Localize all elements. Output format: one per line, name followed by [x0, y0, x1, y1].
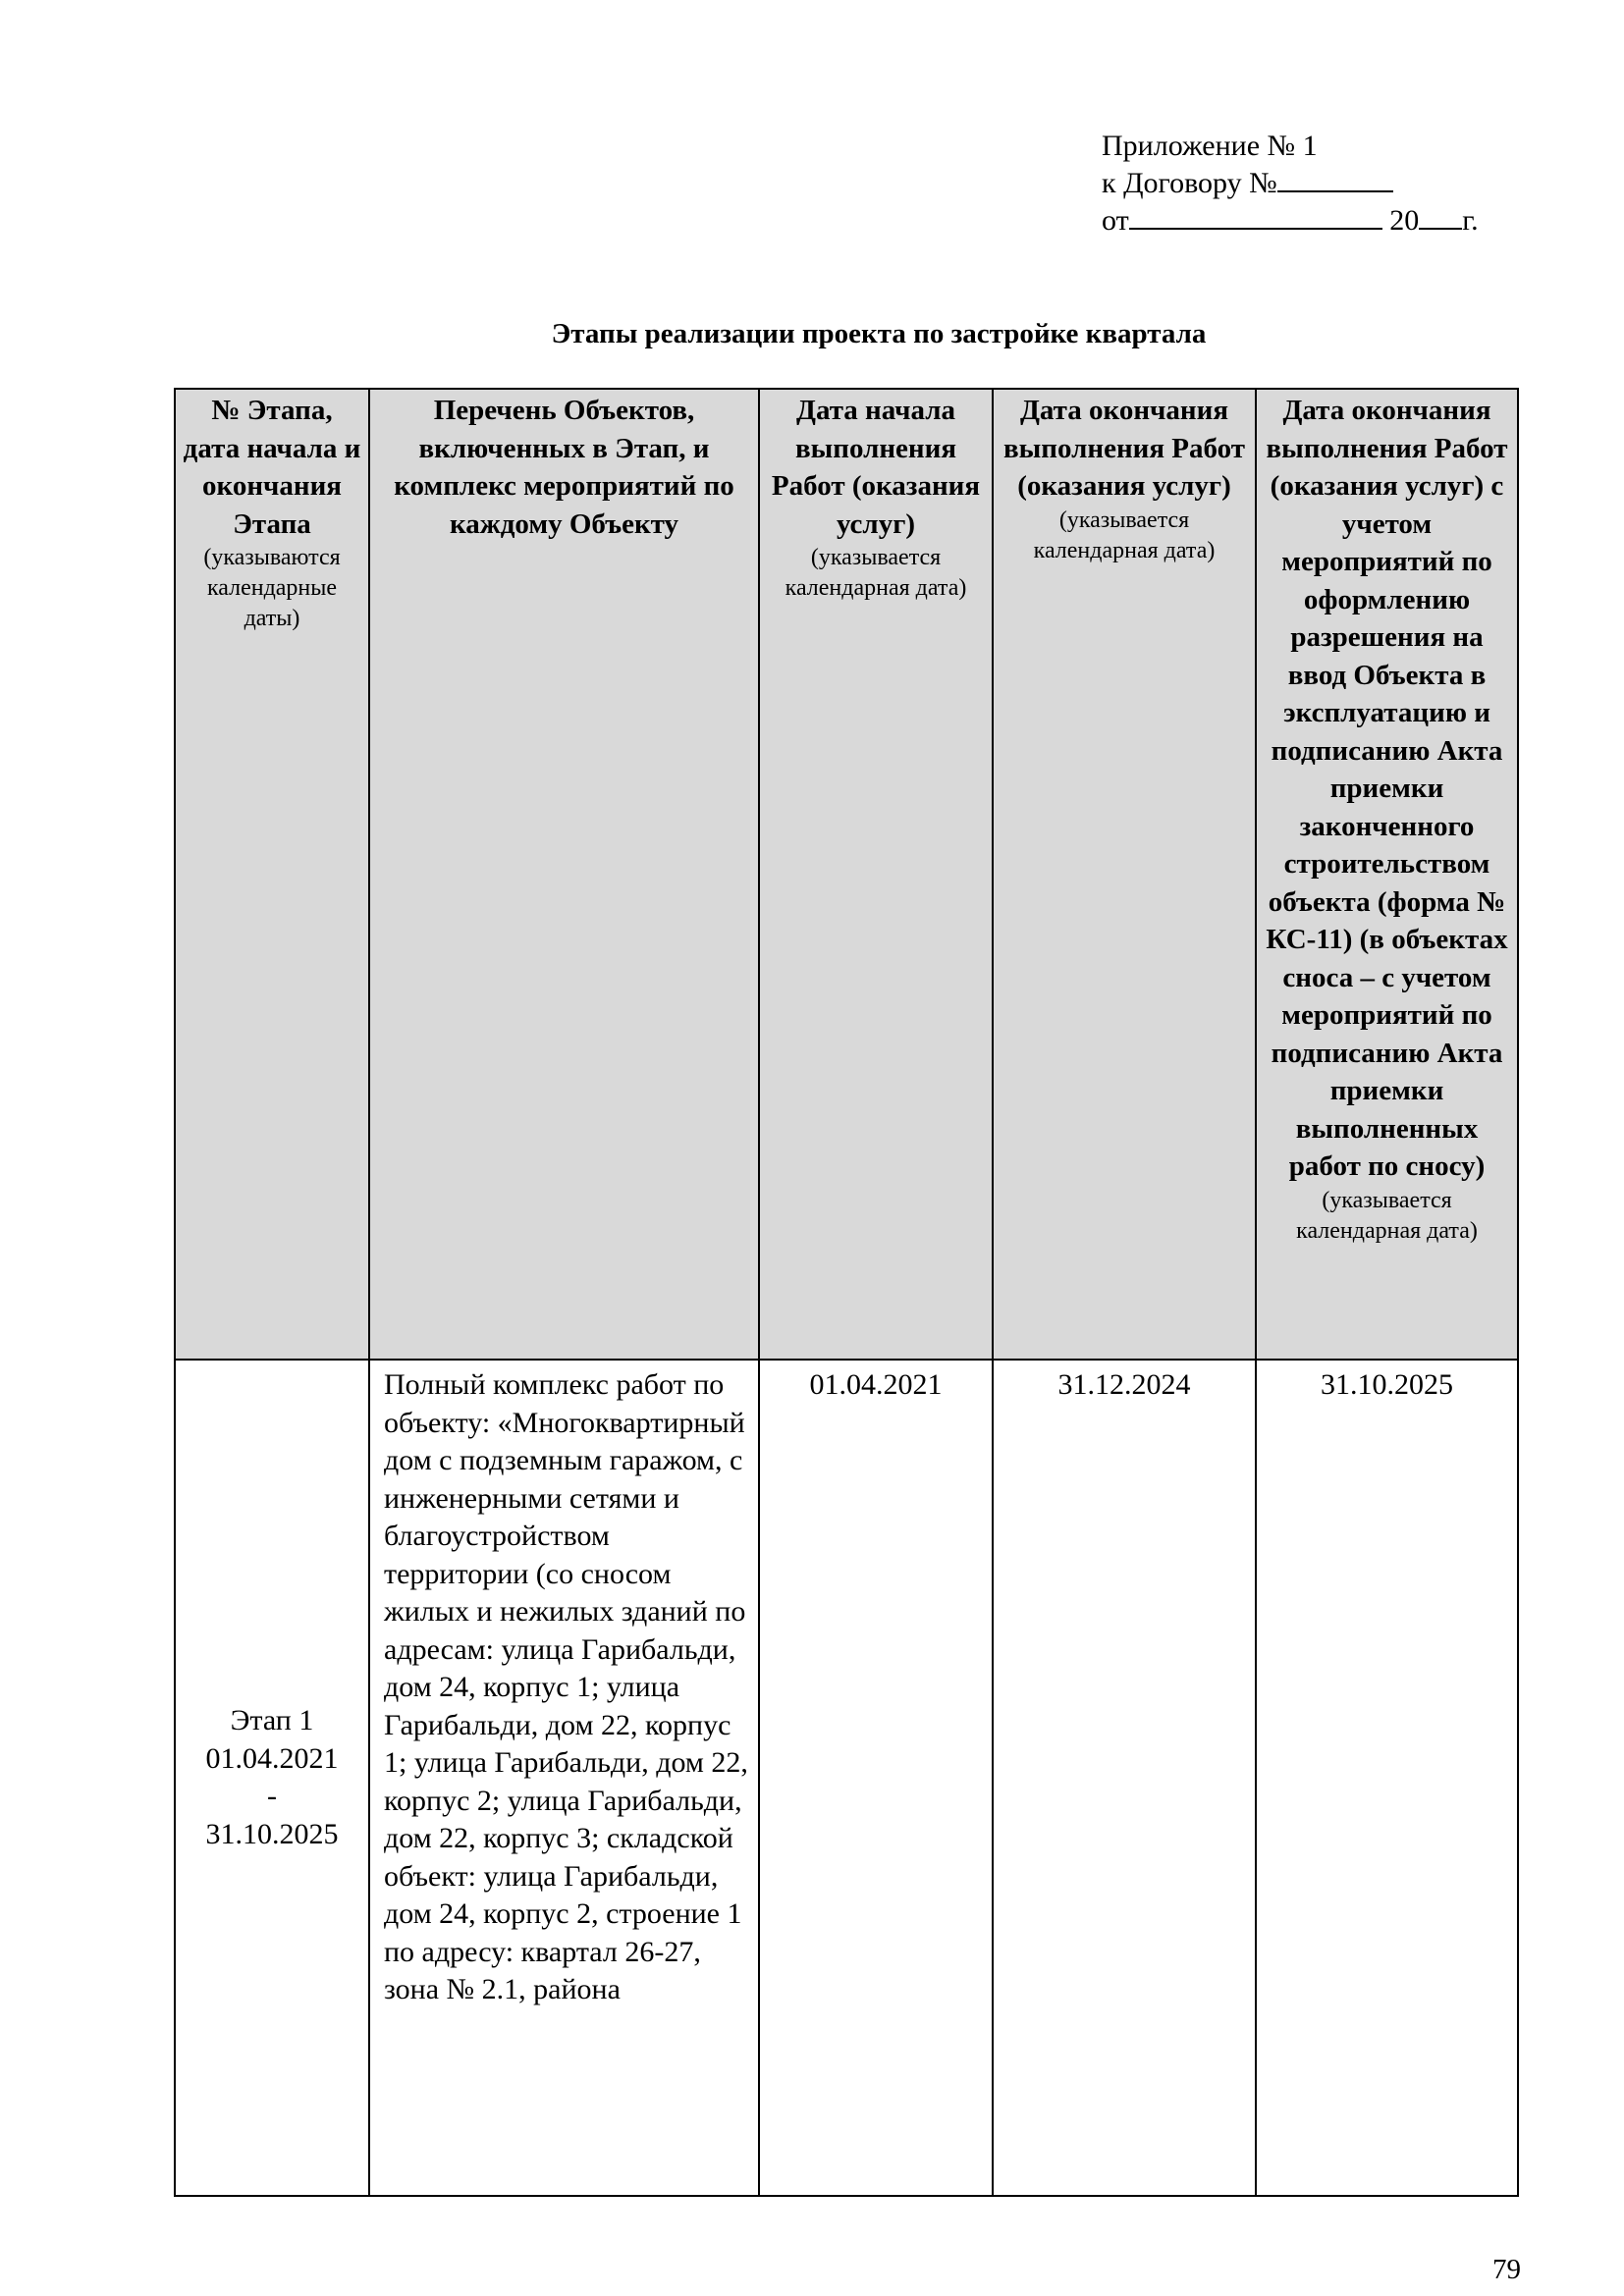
contract-number-blank: [1277, 165, 1393, 192]
header-end-date-permits-title: Дата окончания выполнения Работ (оказания услуг) с учетом мероприятий по оформлению разрешения на ввод Объекта в эксплуатацию и подписанию Акта приемки законченного строительством объекта (форма № КС-11) (в объектах сноса – с учетом мероприятий по подписанию Акта приемки выполненных работ по сносу): [1266, 395, 1508, 1182]
header-start-date-title: Дата начала выполнения Работ (оказания услуг): [771, 395, 981, 540]
header-objects-title: Перечень Объектов, включенных в Этап, и комплекс мероприятий по каждому Объекту: [394, 395, 734, 540]
end-date-permits-cell: 31.10.2025: [1256, 1360, 1518, 2196]
end-date-cell: 31.12.2024: [993, 1360, 1256, 2196]
appendix-line-3: [1102, 202, 1479, 240]
contract-date-label: от: [1102, 204, 1129, 237]
year-suffix: г.: [1462, 204, 1479, 237]
table-header-row: [175, 389, 1518, 1360]
header-stage: [175, 389, 369, 1360]
table-row: [175, 1360, 1518, 2196]
stage-dash: -: [267, 1780, 277, 1812]
stage-cell: [175, 1360, 369, 2196]
stages-table: [174, 388, 1519, 2197]
header-stage-title: № Этапа, дата начала и окончания Этапа: [183, 395, 361, 540]
appendix-line-2: [1102, 165, 1479, 202]
stage-start: 01.04.2021: [205, 1741, 339, 1775]
stage-end: 31.10.2025: [205, 1817, 339, 1850]
contract-date-blank: [1129, 202, 1382, 230]
header-start-date-note: (указывается календарная дата): [785, 545, 967, 601]
page-number: 79: [1492, 2254, 1521, 2285]
header-end-date-with-permits: [1256, 389, 1518, 1360]
header-stage-note: (указываются календарные даты): [203, 545, 341, 631]
header-end-date: [993, 389, 1256, 1360]
description-cell: Полный комплекс работ по объекту: «Многоквартирный дом с подземным гаражом, с инженерными сетями и благоустройством территории (со сносом жилых и нежилых зданий по адресам: улица Гарибальди, дом 24, корпус 1; улица Гарибальди, дом 22, корпус 1; улица Гарибальди, дом 22, корпус 2; улица Гарибальди, дом 22, корпус 3; складской объект: улица Гарибальди, дом 24, корпус 2, строение 1 по адресу: квартал 26-27, зона № 2.1, района: [369, 1360, 759, 2196]
appendix-block: [1102, 128, 1479, 240]
appendix-label: Приложение № 1: [1102, 130, 1318, 162]
header-end-date-permits-note: (указывается календарная дата): [1296, 1187, 1478, 1244]
header-end-date-note: (указывается календарная дата): [1033, 507, 1216, 563]
header-end-date-title: Дата окончания выполнения Работ (оказания услуг): [1002, 395, 1246, 502]
header-start-date: [759, 389, 993, 1360]
stage-name: Этап 1: [230, 1704, 314, 1736]
contract-number-label: к Договору №: [1102, 167, 1277, 199]
document-title: Этапы реализации проекта по застройке квартала: [551, 318, 1207, 349]
appendix-line-1: [1102, 128, 1479, 165]
contract-year-blank: [1419, 202, 1462, 230]
contract-year-label: 20: [1389, 204, 1420, 237]
start-date-cell: 01.04.2021: [759, 1360, 993, 2196]
header-objects: [369, 389, 759, 1360]
